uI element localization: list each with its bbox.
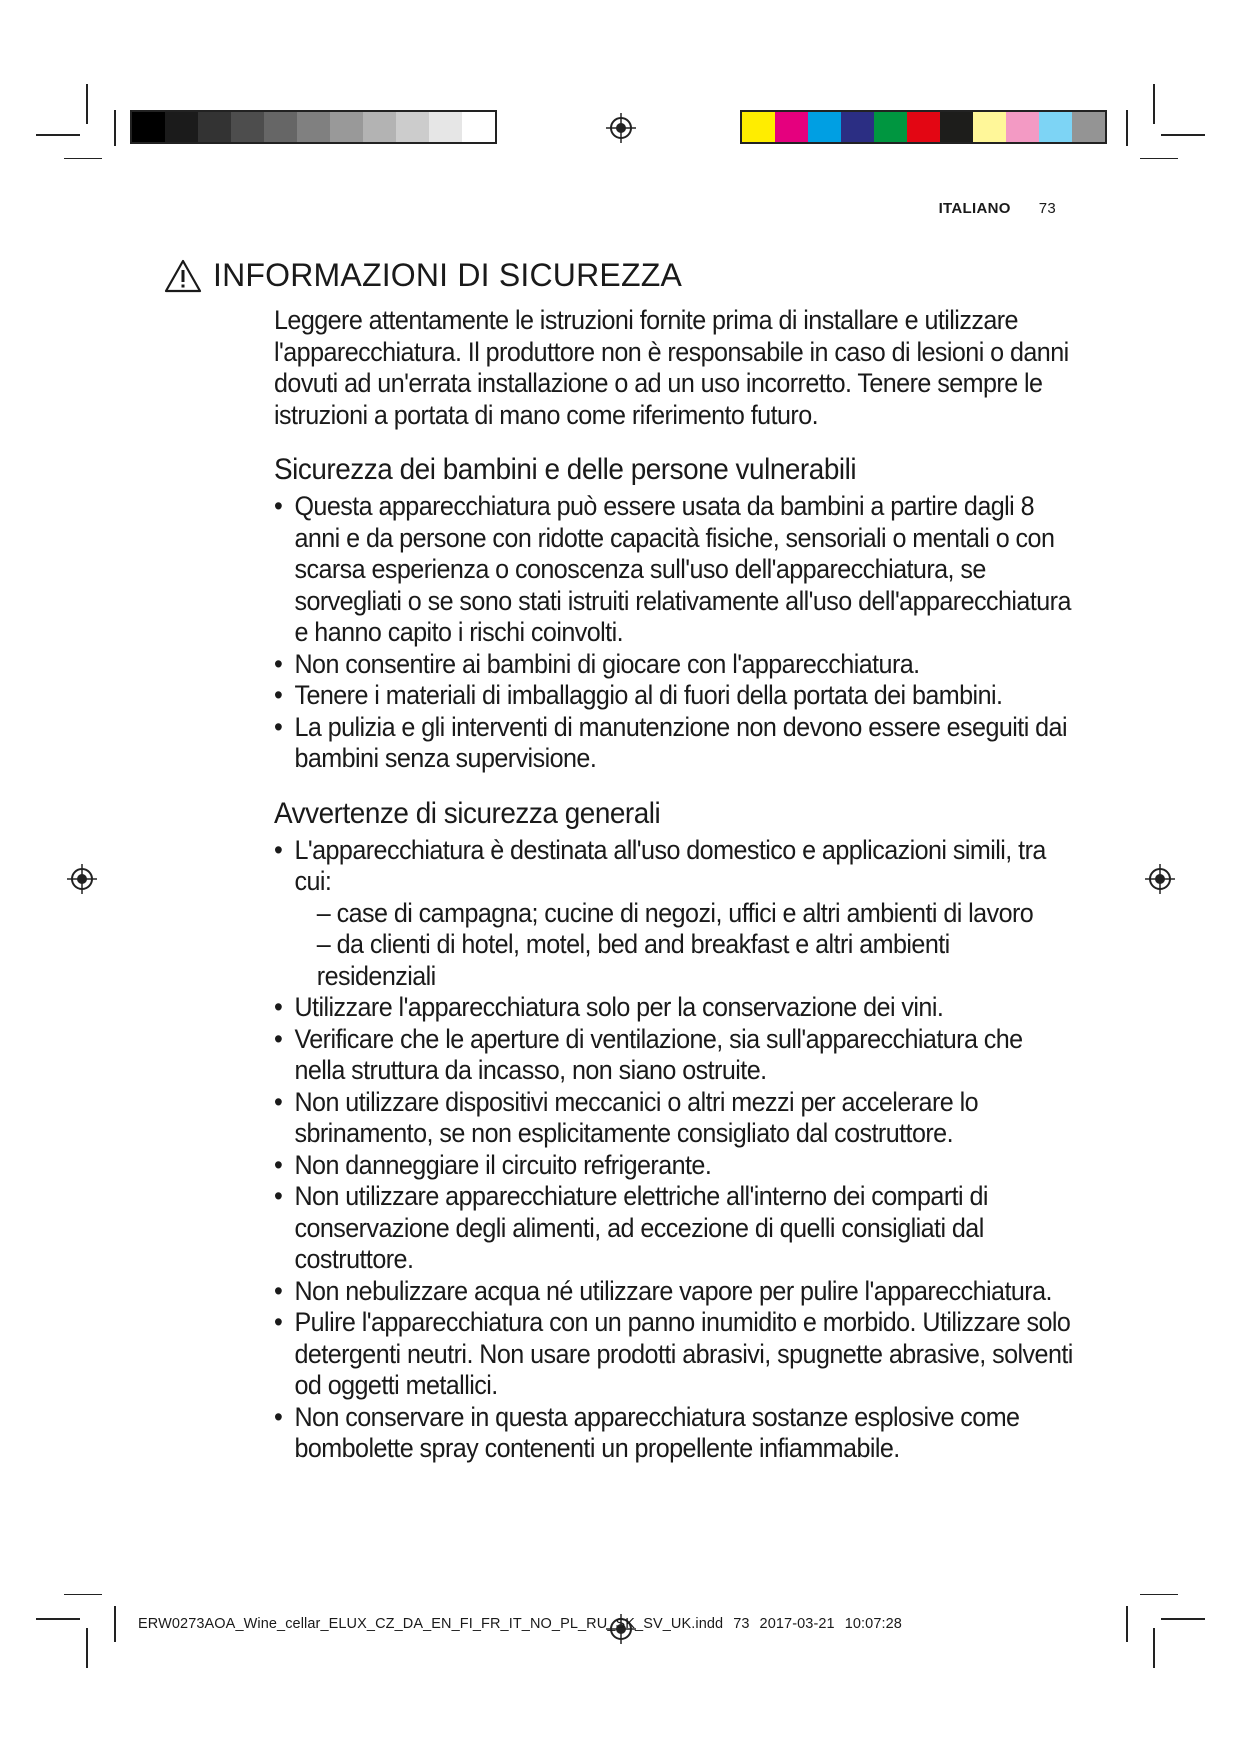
header-language: ITALIANO: [938, 200, 1011, 217]
color-swatch: [1039, 112, 1072, 142]
page-title: [163, 257, 682, 294]
crop-mark: [1126, 110, 1128, 146]
warning-icon: [163, 258, 203, 294]
crop-mark: [64, 1594, 102, 1595]
list-item: • Utilizzare l'apparecchiatura solo per la conservazione dei vini.: [274, 992, 1074, 1024]
crop-mark: [86, 84, 88, 124]
list-item: • Non nebulizzare acqua né utilizzare vapore per pulire l'apparecchiatura.: [274, 1276, 1074, 1308]
crop-mark: [36, 134, 80, 136]
crop-mark: [1161, 1618, 1205, 1620]
list-item: • Non danneggiare il circuito refrigerante.: [274, 1150, 1074, 1182]
crop-mark: [114, 110, 116, 146]
color-swatch: [742, 112, 775, 142]
crop-mark: [86, 1628, 88, 1668]
crop-mark: [1140, 1594, 1178, 1595]
intro-paragraph: Leggere attentamente le istruzioni fornite prima di installare e utilizzare l'apparecchiatura. Il produttore non è responsabile in caso di lesioni o danni dovuti ad un'errata installazione o ad un uso incorretto. Tenere sempre le istruzioni a portata di mano come riferimento futuro.: [274, 305, 1069, 430]
color-swatch: [330, 112, 363, 142]
list-item: • Non utilizzare apparecchiature elettriche all'interno dei comparti di conservazione degli alimenti, ad eccezione di quelli consigliati dal costruttore.: [274, 1181, 1074, 1276]
color-swatch: [165, 112, 198, 142]
process-color-bar: [740, 110, 1107, 144]
color-swatch: [462, 112, 495, 142]
color-swatch: [907, 112, 940, 142]
running-header: [939, 200, 1056, 217]
color-swatch: [132, 112, 165, 142]
crop-mark: [36, 1618, 80, 1620]
slug-filename: ERW0273AOA_Wine_cellar_ELUX_CZ_DA_EN_FI_FR_IT_NO_PL_RU_SK_SV_UK.indd: [138, 1616, 724, 1632]
section-heading-child-safety: Sicurezza dei bambini e delle persone vulnerabili: [274, 453, 857, 486]
list-item: • Pulire l'apparecchiatura con un panno inumidito e morbido. Utilizzare solo detergenti neutri. Non usare prodotti abrasivi, spugnette abrasive, solventi od oggetti metallici.: [274, 1307, 1074, 1402]
crop-mark: [1153, 84, 1155, 124]
child-safety-list: [274, 491, 1074, 775]
crop-mark: [1161, 134, 1205, 136]
list-item: [274, 835, 1074, 993]
color-swatch: [231, 112, 264, 142]
list-item: • Verificare che le aperture di ventilazione, sia sull'apparecchiatura che nella struttura da incasso, non siano ostruite.: [274, 1024, 1074, 1087]
crop-mark: [1140, 158, 1178, 159]
slug-date: 2017-03-21: [759, 1616, 835, 1632]
slug-page: 73: [733, 1616, 750, 1632]
page-number: 73: [1038, 200, 1056, 217]
crop-mark: [1153, 1628, 1155, 1668]
crop-mark: [1126, 1606, 1128, 1642]
color-swatch: [396, 112, 429, 142]
color-swatch: [973, 112, 1006, 142]
list-item: • La pulizia e gli interventi di manutenzione non devono essere eseguiti dai bambini senza supervisione.: [274, 712, 1074, 775]
color-swatch: [1006, 112, 1039, 142]
color-swatch: [808, 112, 841, 142]
color-swatch: [1072, 112, 1105, 142]
crop-mark: [64, 158, 102, 159]
color-swatch: [841, 112, 874, 142]
crop-mark: [114, 1606, 116, 1642]
registration-mark-icon: [606, 113, 636, 143]
color-swatch: [429, 112, 462, 142]
grayscale-color-bar: [130, 110, 497, 144]
color-swatch: [198, 112, 231, 142]
color-swatch: [264, 112, 297, 142]
color-swatch: [363, 112, 396, 142]
list-item-text: L'apparecchiatura è destinata all'uso domestico e applicazioni simili, tra cui:: [294, 834, 1046, 896]
print-slug: [138, 1616, 902, 1632]
list-item: • Non conservare in questa apparecchiatura sostanze esplosive come bombolette spray contenenti un propellente infiammabile.: [274, 1402, 1074, 1465]
list-item: • Non utilizzare dispositivi meccanici o altri mezzi per accelerare lo sbrinamento, se non esplicitamente consigliato dal costruttore.: [274, 1087, 1074, 1150]
sub-item: – case di campagna; cucine di negozi, uffici e altri ambienti di lavoro: [316, 897, 1034, 928]
title-text: INFORMAZIONI DI SICUREZZA: [213, 257, 682, 293]
color-swatch: [874, 112, 907, 142]
color-swatch: [297, 112, 330, 142]
list-item: • Non consentire ai bambini di giocare con l'apparecchiatura.: [274, 649, 1074, 681]
color-swatch: [940, 112, 973, 142]
registration-mark-icon: [67, 864, 97, 894]
list-item: • Questa apparecchiatura può essere usata da bambini a partire dagli 8 anni e da persone con ridotte capacità fisiche, sensoriali o mentali o con scarsa esperienza o conoscenza sull'uso dell'apparecchiatura, se sorvegliati o se sono stati istruiti relativamente all'uso dell'apparecchiatura e hanno capito i rischi coinvolti.: [274, 491, 1074, 649]
section-heading-general-safety: Avvertenze di sicurezza generali: [274, 796, 661, 830]
slug-time: 10:07:28: [844, 1616, 902, 1632]
list-item: • Tenere i materiali di imballaggio al di fuori della portata dei bambini.: [274, 680, 1074, 712]
main-content: [274, 305, 1074, 1465]
registration-mark-icon: [1145, 864, 1175, 894]
sub-item: – da clienti di hotel, motel, bed and breakfast e altri ambienti residenziali: [316, 929, 950, 991]
color-swatch: [775, 112, 808, 142]
general-safety-list: [274, 835, 1074, 1465]
